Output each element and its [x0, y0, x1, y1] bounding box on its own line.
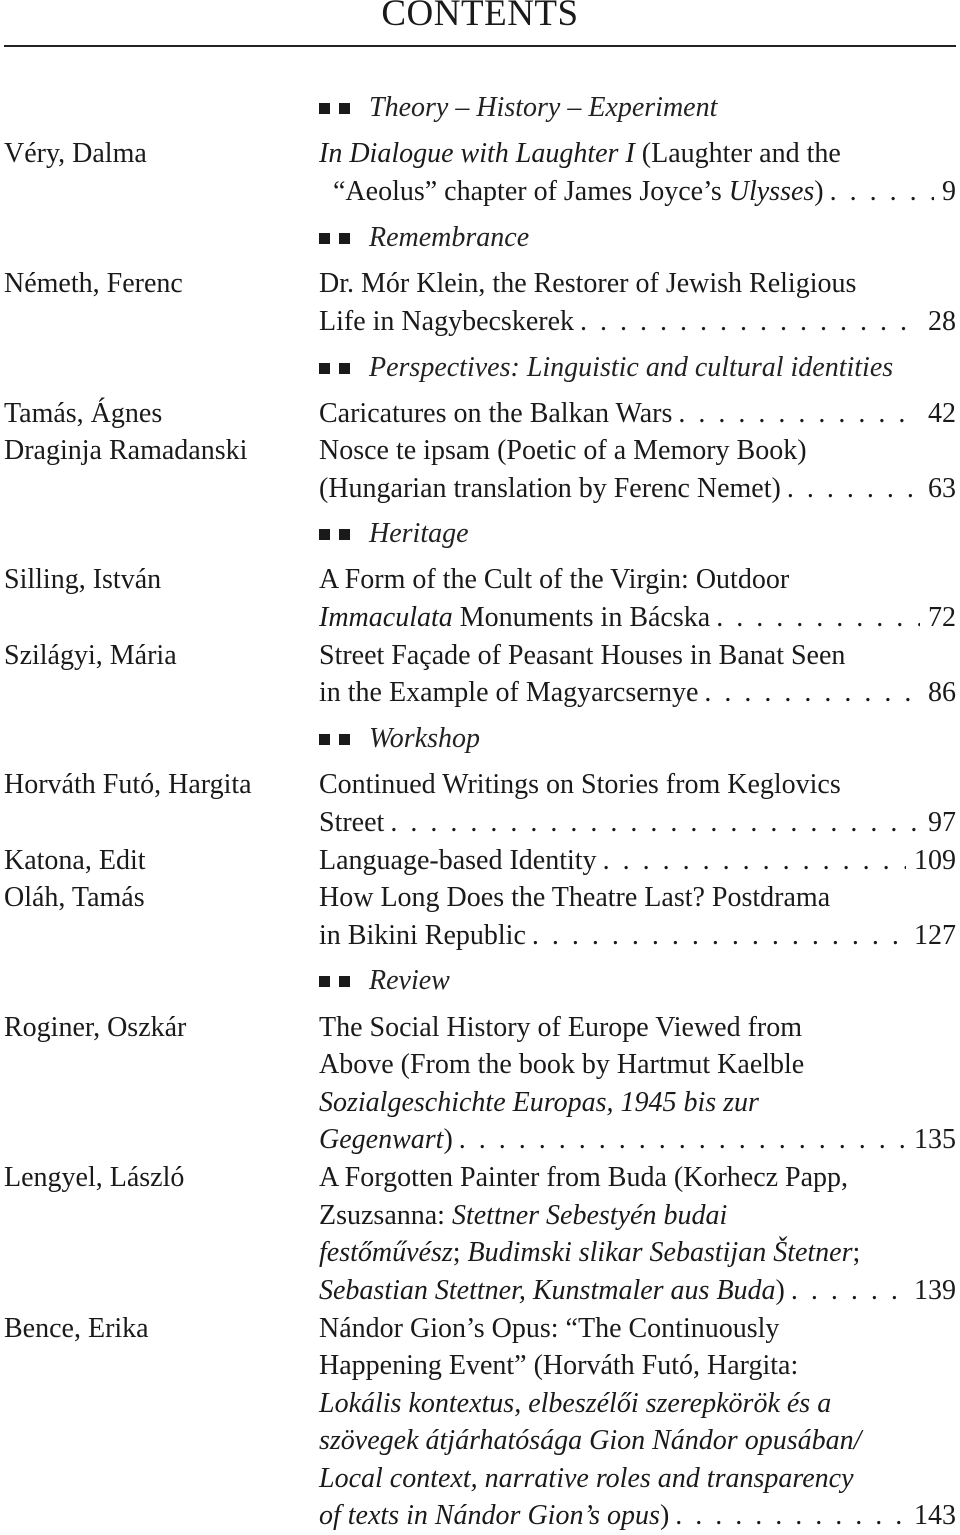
entry-author: Véry, Dalma [4, 138, 147, 169]
entry-title: Zsuzsanna: [319, 1200, 452, 1231]
toc-entry-line: “Aeolus” chapter of James Joyce’s Ulysses) . . . 9 [0, 173, 960, 211]
section-label: Workshop [369, 723, 480, 754]
entry-author: Lengyel, László [4, 1162, 185, 1193]
entry-title-italic: Local context, narrative roles and transparency [319, 1463, 854, 1494]
section-bullet-icon [319, 962, 359, 1000]
entry-title: Street [319, 807, 385, 838]
page-number: 97 [928, 807, 956, 838]
entry-title-italic: festőművész [319, 1237, 453, 1268]
toc-entry-line: Sebastian Stettner, Kunstmaler aus Buda) . . . 139 [0, 1272, 960, 1310]
leader-dots [787, 470, 920, 508]
section-label: Heritage [369, 518, 469, 549]
entry-author: Németh, Ferenc [4, 268, 183, 299]
section-header [0, 962, 960, 1000]
toc-entry-line: Gegenwart) . . . 135 [0, 1121, 960, 1159]
toc-entry-line [0, 1347, 960, 1385]
entry-author: Draginja Ramadanski [4, 435, 248, 466]
toc-entry [0, 879, 960, 917]
entry-title: The Social History of Europe Viewed from [319, 1012, 803, 1043]
entry-title-italic: Immaculata [319, 602, 453, 633]
toc-entry [0, 135, 960, 173]
section-header [0, 349, 960, 387]
entry-author: Oláh, Tamás [4, 882, 145, 913]
entry-title: Life in Nagybecskerek [319, 306, 574, 337]
toc-entry-line [0, 674, 960, 712]
leader-dots [704, 674, 920, 712]
entry-title-italic: Gegenwart [319, 1124, 444, 1155]
page-number: 63 [928, 473, 956, 504]
leader-dots [459, 1121, 906, 1159]
toc-entry-line [0, 599, 960, 637]
entry-title: in Bikini Republic [319, 920, 526, 951]
entry-title: Caricatures on the Balkan Wars [319, 398, 673, 429]
entry-title-italic: In Dialogue with Laughter I [319, 138, 635, 169]
entry-title: “Aeolus” chapter of James Joyce’s [333, 176, 729, 207]
entry-title-italic: szövegek átjárhatósága Gion Nándor opusában/ [319, 1425, 862, 1456]
section-bullet-icon [319, 349, 359, 387]
toc-entry [0, 395, 960, 433]
entry-author: Szilágyi, Mária [4, 640, 177, 671]
leader-dots [580, 303, 920, 341]
entry-title: Monuments in Bácska [452, 602, 711, 633]
section-bullet-icon [319, 720, 359, 758]
toc-entry [0, 265, 960, 303]
page-number: 143 [914, 1500, 956, 1531]
toc-entry [0, 561, 960, 599]
toc-entry [0, 432, 960, 470]
toc-entry-line [0, 470, 960, 508]
page-title: CONTENTS [381, 0, 579, 34]
entry-title: (Laughter and the [634, 138, 841, 169]
page-number: 9 [942, 176, 956, 207]
leader-dots [675, 1497, 906, 1535]
toc-entry [0, 637, 960, 675]
entry-title: Continued Writings on Stories from Keglovics [319, 769, 841, 800]
entry-author: Tamás, Ágnes [4, 398, 163, 429]
toc-entry [0, 766, 960, 804]
section-label: Remembrance [369, 222, 530, 253]
entry-title-italic: Sozialgeschichte Europas, 1945 bis zur [319, 1087, 759, 1118]
page-number: 139 [914, 1275, 956, 1306]
section-header [0, 219, 960, 257]
entry-title-italic: Stettner Sebestyén budai [451, 1200, 728, 1231]
entry-title: Street Façade of Peasant Houses in Banat Seen [319, 640, 846, 671]
toc-entry-line [0, 917, 960, 955]
page-number: 86 [928, 677, 956, 708]
leader-dots [603, 842, 906, 880]
page-number: 135 [914, 1124, 956, 1155]
section-header [0, 515, 960, 553]
entry-title: A Forgotten Painter from Buda (Korhecz Papp, [319, 1162, 849, 1193]
entry-author: Bence, Erika [4, 1313, 149, 1344]
leader-dots [791, 1272, 906, 1310]
entry-author: Roginer, Oszkár [4, 1012, 187, 1043]
entry-title: (Hungarian translation by Ferenc Nemet) [319, 473, 781, 504]
entry-title: Happening Event” (Horváth Futó, Hargita: [319, 1350, 799, 1381]
leader-dots [390, 804, 920, 842]
page-number: 72 [928, 602, 956, 633]
section-header [0, 720, 960, 758]
toc-entry [0, 1310, 960, 1348]
toc-entry-line [0, 303, 960, 341]
entry-author: Silling, István [4, 564, 162, 595]
entry-author: Katona, Edit [4, 845, 146, 876]
toc-entry-line [0, 1084, 960, 1122]
section-bullet-icon [319, 515, 359, 553]
page-number: 28 [928, 306, 956, 337]
entry-title: A Form of the Cult of the Virgin: Outdoor [319, 564, 790, 595]
entry-title-italic: Budimski slikar Sebastijan Štetner [467, 1237, 853, 1268]
entry-title: How Long Does the Theatre Last? Postdrama [319, 882, 831, 913]
toc-entry-line [0, 1460, 960, 1498]
section-bullet-icon [319, 89, 359, 127]
leader-dots [830, 173, 934, 211]
entry-title-italic: of texts in Nándor Gion’s opus [319, 1500, 660, 1531]
section-label: Review [369, 965, 450, 996]
toc-entry-line: of texts in Nándor Gion’s opus) . . . 143 [0, 1497, 960, 1535]
toc-entry-line [0, 1046, 960, 1084]
entry-title-italic: Sebastian Stettner, Kunstmaler aus Buda [319, 1275, 776, 1306]
entry-title-italic: Lokális kontextus, elbeszélői szerepkörök és a [319, 1388, 832, 1419]
section-label: Theory – History – Experiment [369, 92, 718, 123]
leader-dots [678, 395, 920, 433]
page-number: 127 [914, 920, 956, 951]
leader-dots [532, 917, 906, 955]
page-number: 109 [914, 845, 956, 876]
entry-title: Above (From the book by Hartmut Kaelble [319, 1049, 805, 1080]
toc-entry [0, 1159, 960, 1197]
entry-title: in the Example of Magyarcsernye [319, 677, 699, 708]
toc-entry [0, 842, 960, 880]
title-divider [4, 45, 956, 47]
toc-entry [0, 1009, 960, 1047]
page-number: 42 [928, 398, 956, 429]
toc-entry-line [0, 1197, 960, 1235]
toc-entry-line [0, 1422, 960, 1460]
toc-entry-line [0, 1385, 960, 1423]
entry-title: Nándor Gion’s Opus: “The Continuously [319, 1313, 780, 1344]
entry-title: Language-based Identity [319, 845, 597, 876]
entry-title-italic: Ulysses [728, 176, 815, 207]
section-header [0, 89, 960, 127]
section-bullet-icon [319, 219, 359, 257]
leader-dots [716, 599, 920, 637]
entry-title: Dr. Mór Klein, the Restorer of Jewish Religious [319, 268, 857, 299]
section-label: Perspectives: Linguistic and cultural identities [369, 352, 894, 383]
toc-entry-line [0, 804, 960, 842]
entry-author: Horváth Futó, Hargita [4, 769, 252, 800]
toc-entry-line: festőművész; Budimski slikar Sebastijan Štetner; [319, 1237, 861, 1268]
entry-title: Nosce te ipsam (Poetic of a Memory Book) [319, 435, 807, 466]
